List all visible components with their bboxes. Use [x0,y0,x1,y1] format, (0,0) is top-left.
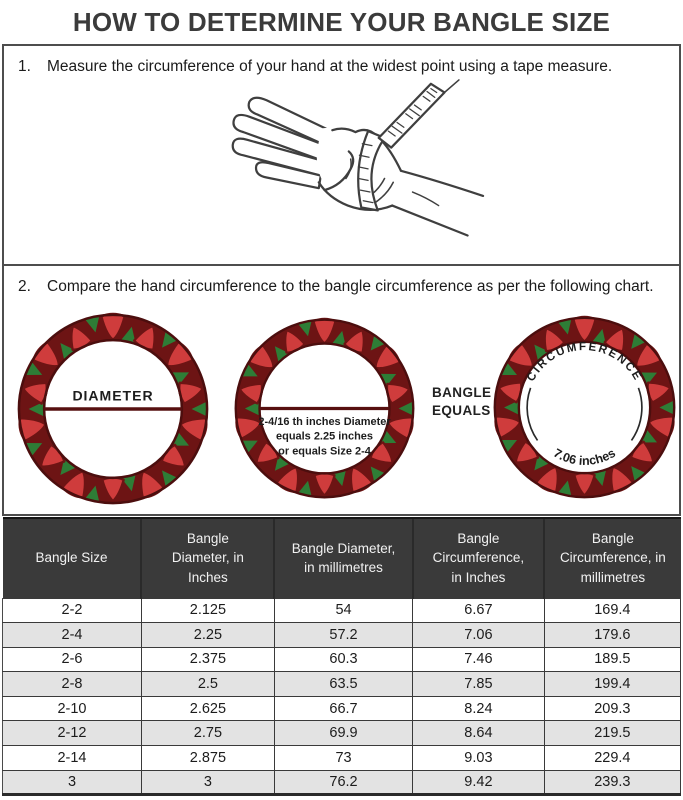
hand-tape-measure-illustration [174,78,510,250]
step-2-row [4,266,679,296]
inner-circle-right-arc [631,388,641,441]
table-cell: 189.5 [544,647,680,672]
table-cell: 219.5 [544,721,680,746]
circumference-label: CIRCUMFERENCE [525,340,644,384]
header-diameter-mm: Bangle Diameter, in millimetres [274,518,412,598]
table-row [3,672,681,697]
size-example-line-2: equals 2.25 inches [276,430,373,443]
table-row [3,647,681,672]
table-cell: 2.125 [141,598,274,623]
table-cell: 2-10 [3,696,142,721]
table-cell: 229.4 [544,746,680,771]
table-cell: 73 [274,746,412,771]
table-cell: 76.2 [274,770,412,795]
table-cell: 63.5 [274,672,412,697]
step-1-row [4,46,679,76]
table-header [3,518,681,598]
table-cell: 7.06 [413,623,545,648]
table-cell: 2.5 [141,672,274,697]
table-cell: 6.67 [413,598,545,623]
table-cell: 66.7 [274,696,412,721]
table-cell: 209.3 [544,696,680,721]
table-cell: 54 [274,598,412,623]
diameter-label: DIAMETER [72,387,154,404]
table-cell: 9.42 [413,770,545,795]
table-row [3,770,681,795]
table-cell: 69.9 [274,721,412,746]
inner-circle-left-arc [527,388,537,441]
header-bangle-size: Bangle Size [3,518,142,598]
table-cell: 3 [141,770,274,795]
table-cell: 179.6 [544,623,680,648]
bangle-equals-label [432,384,491,420]
svg-text:7.06 inches [551,446,618,468]
bangle-size-table [2,517,681,796]
header-diameter-inches: Bangle Diameter, in Inches [141,518,274,598]
table-cell: 199.4 [544,672,680,697]
step-2-number: 2. [18,278,31,295]
table-cell: 8.24 [413,696,545,721]
table-row [3,623,681,648]
hand-illustration-wrap [4,78,679,255]
step-1-text: Measure the circumference of your hand at the widest point using a tape measure. [47,58,613,75]
table-row [3,696,681,721]
header-circumference-inches: Bangle Circumference, in Inches [413,518,545,598]
circumference-value-label: 7.06 inches [551,445,618,468]
table-cell: 3 [3,770,142,795]
bangle-equals-line-1: BANGLE [432,385,492,400]
table-cell: 2-2 [3,598,142,623]
table-cell: 2.625 [141,696,274,721]
table-cell: 2-14 [3,746,142,771]
table-cell: 239.3 [544,770,680,795]
header-circumference-mm: Bangle Circumference, in millimetres [544,518,680,598]
step-1-section [2,44,681,266]
table-cell: 9.03 [413,746,545,771]
table-cell: 2.75 [141,721,274,746]
page-title: HOW TO DETERMINE YOUR BANGLE SIZE [72,7,611,37]
table-cell: 8.64 [413,721,545,746]
table-cell: 57.2 [274,623,412,648]
step-2-section [2,264,681,516]
table-cell: 7.85 [413,672,545,697]
table-cell: 2.375 [141,647,274,672]
table-cell: 2.875 [141,746,274,771]
bangle-diameter-illustration [16,312,210,506]
table-cell: 2-6 [3,647,142,672]
table-row [3,598,681,623]
table-cell: 7.46 [413,647,545,672]
bangle-size-example-illustration [233,317,416,500]
bangle-comparison-diagram [4,298,679,506]
table-cell: 2-8 [3,672,142,697]
bangle-circumference-illustration [492,315,677,500]
table-row [3,721,681,746]
size-example-line-1: 2-4/16 th inches Diameter [258,415,391,428]
table-cell: 2.25 [141,623,274,648]
size-example-line-3: or equals Size 2-4 [278,445,371,458]
table-cell: 2-4 [3,623,142,648]
step-2-text: Compare the hand circumference to the bangle circumference as per the following chart. [47,278,654,295]
bangle-equals-line-2: EQUALS [432,403,491,419]
table-cell: 2-12 [3,721,142,746]
table-row [3,746,681,771]
step-1-number: 1. [18,58,31,75]
table-cell: 169.4 [544,598,680,623]
table-cell: 60.3 [274,647,412,672]
